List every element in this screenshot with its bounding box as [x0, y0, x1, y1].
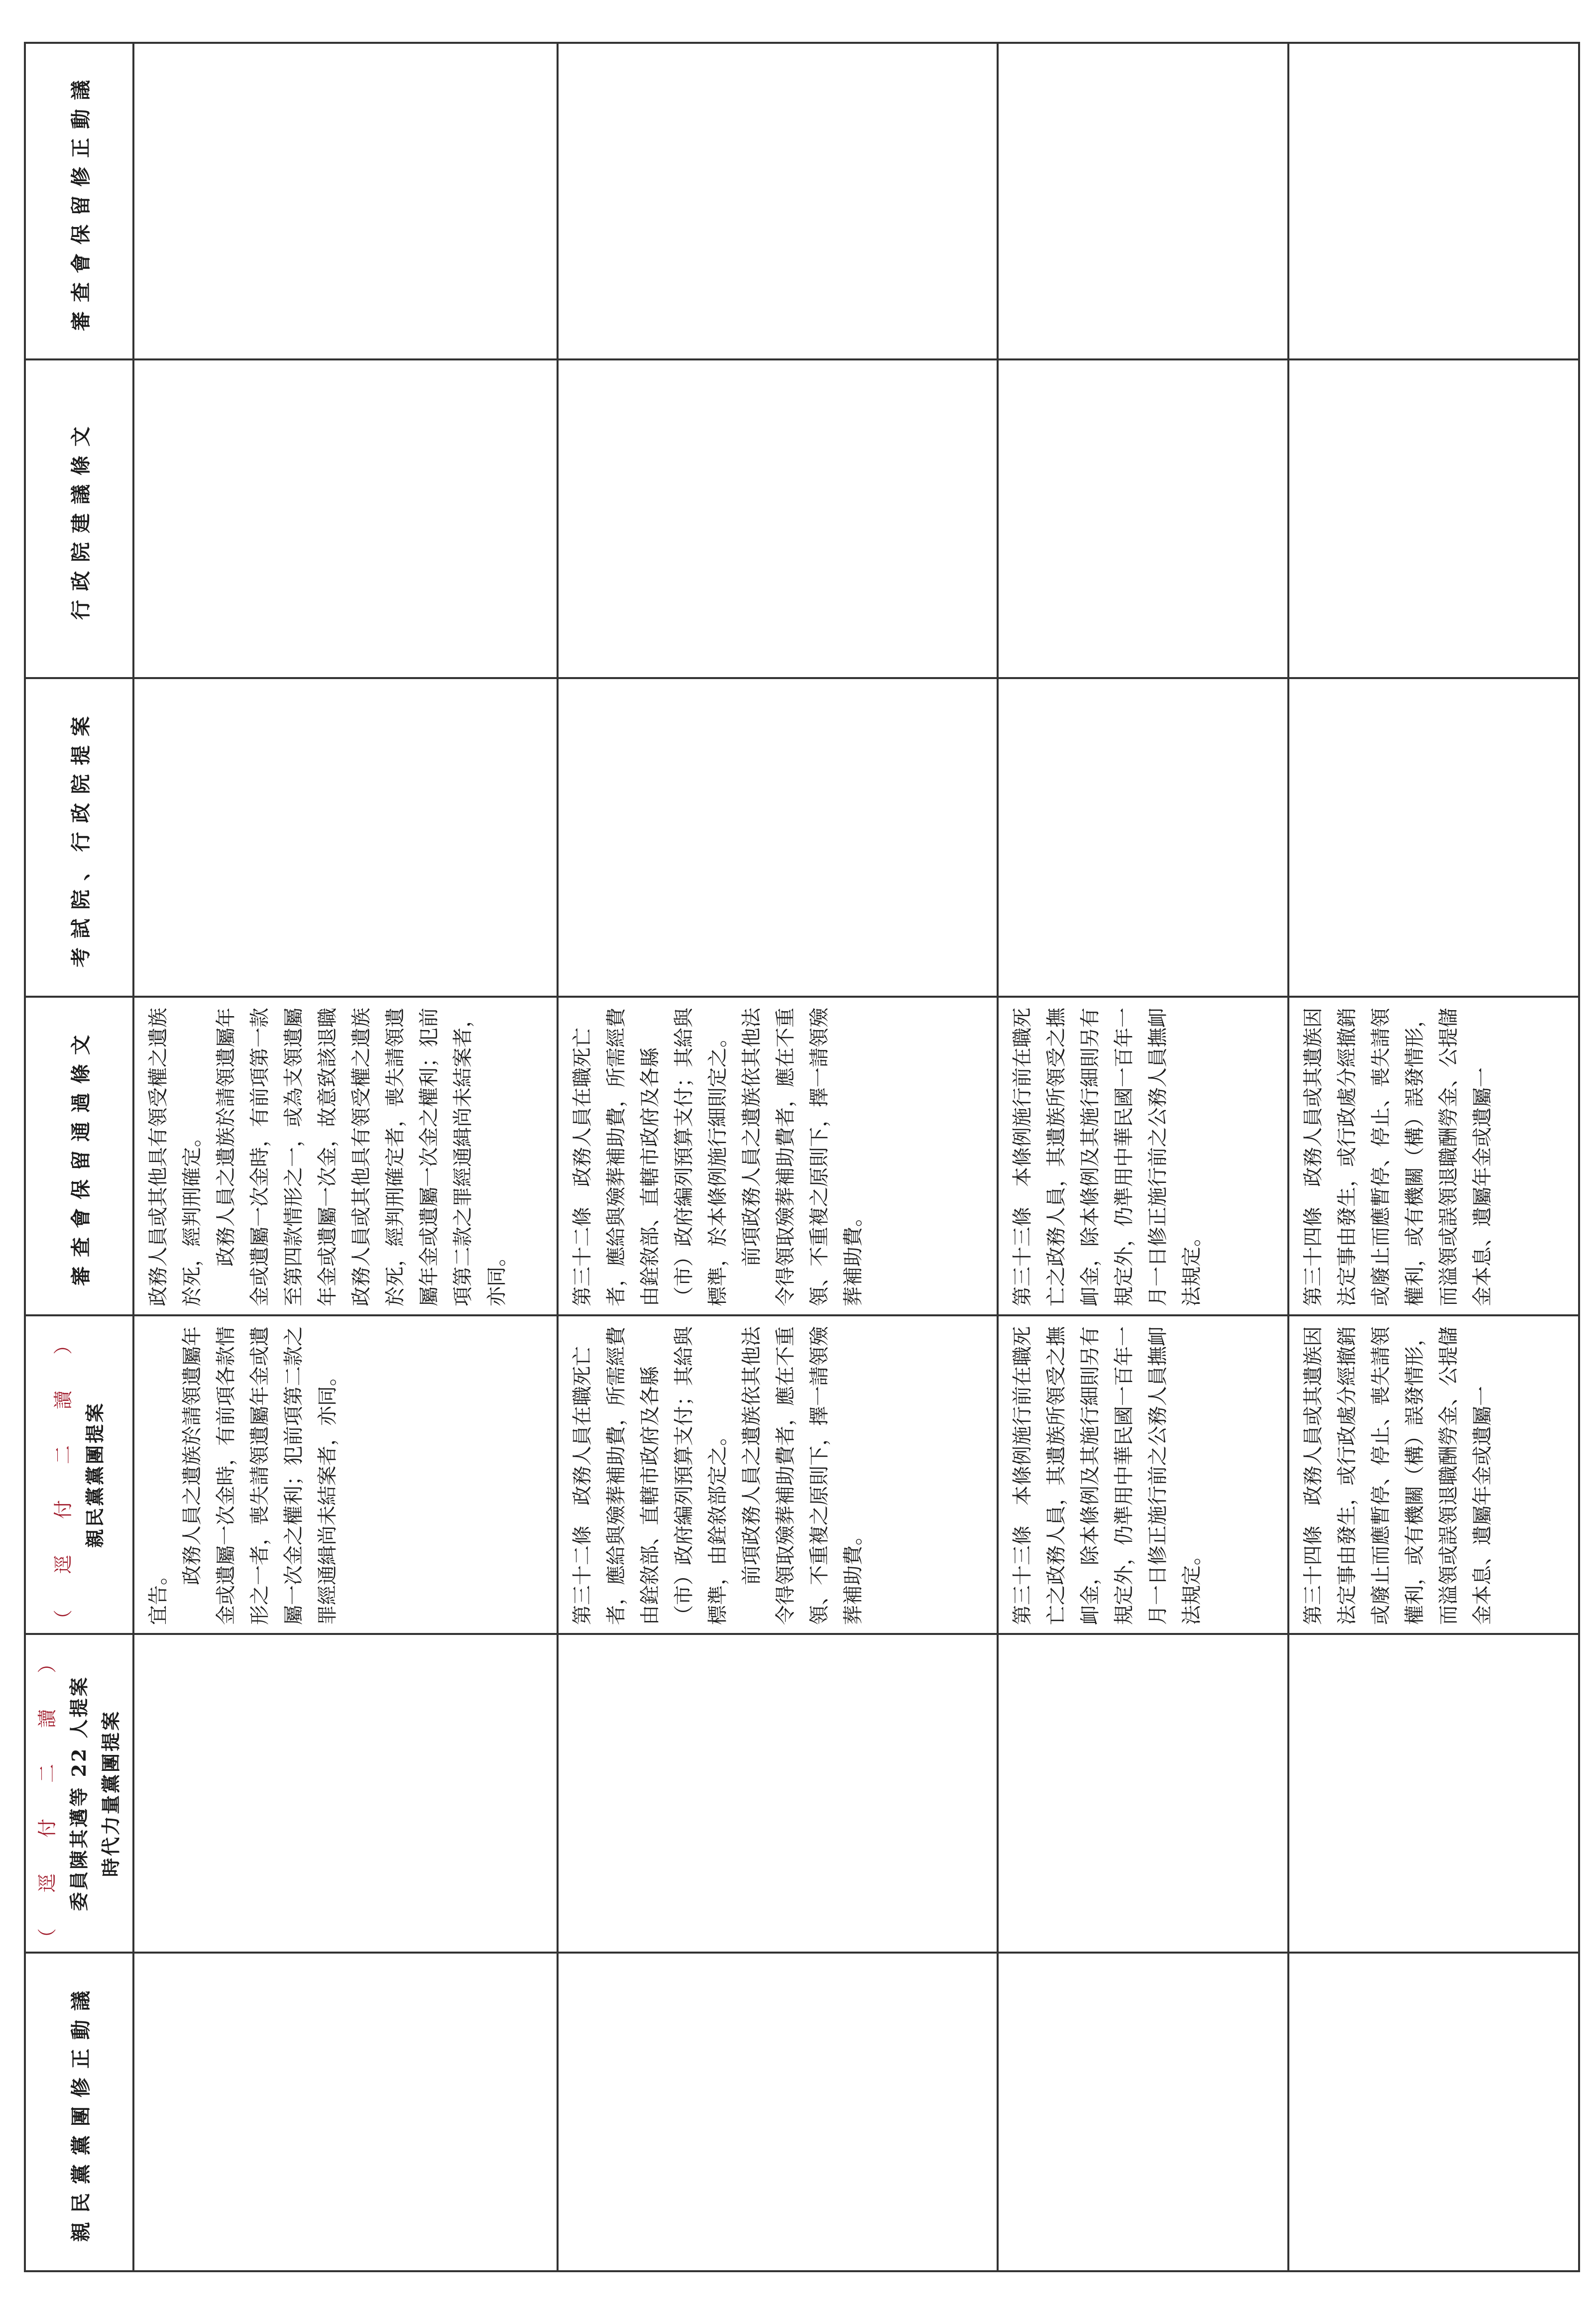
cell-pfp-amendment	[998, 1953, 1288, 2271]
header-dpp-npp-proposal: （ 逕 付 二 讀 ） 委員陳其邁等 22 人提案 時代力量黨團提案	[25, 1634, 133, 1953]
table-row	[558, 43, 998, 2271]
cell-exec-suggestion	[1288, 359, 1579, 678]
header-pfp-amendment: 親民黨黨團修正動議	[25, 1953, 133, 2271]
cell-pfp-amendment	[558, 1953, 998, 2271]
header-row	[25, 43, 133, 2271]
cell-dpp-npp-proposal	[133, 1634, 558, 1953]
cell-pfp-proposal: 宜告。 政務人員之遺族於請領遺屬年金或遺屬一次金時，有前項各款情形之一者，喪失請領遺屬年金或遺屬一次金之權利；犯前項第二款之罪經通緝尚未結案者，亦同。	[133, 1315, 558, 1634]
cell-review-reserved: 第三十二條 政務人員在職死亡者，應給與殮葬補助費，所需經費由銓敘部、直轄市政府及各縣（市）政府編列預算支付；其給與標準，於本條例施行細則定之。 前項政務人員之遺族依其他法令得領取殮葬補助費者，應在不重領、不重複之原則下，擇一請領殮葬補助費。	[558, 997, 998, 1315]
cell-review-amendment	[1288, 43, 1579, 359]
header-paren: （ 逕 付 二 讀 ）	[36, 1639, 58, 1948]
cell-review-amendment	[558, 43, 998, 359]
cell-exam-exec-proposal	[133, 678, 558, 997]
cell-exec-suggestion	[133, 359, 558, 678]
cell-review-amendment	[998, 43, 1288, 359]
cell-pfp-amendment	[1288, 1953, 1579, 2271]
cell-exam-exec-proposal	[1288, 678, 1579, 997]
cell-dpp-npp-proposal	[998, 1634, 1288, 1953]
cell-pfp-amendment	[133, 1953, 558, 2271]
cell-exec-suggestion	[998, 359, 1288, 678]
header-exec-suggestion: 行政院建議條文	[25, 359, 133, 678]
header-paren: （ 逕 付 二 讀 ）	[52, 1320, 74, 1629]
cell-dpp-npp-proposal	[558, 1634, 998, 1953]
cell-review-reserved: 第三十三條 本條例施行前在職死亡之政務人員，其遺族所領受之撫卹金，除本條例及其施行細則另有規定外，仍準用中華民國一百年一月一日修正施行前之公務人員撫卹法規定。	[998, 997, 1288, 1315]
cell-exam-exec-proposal	[558, 678, 998, 997]
header-review-amendment: 審查會保留修正動議	[25, 43, 133, 359]
table-row	[133, 43, 558, 2271]
header-review-reserved: 審查會保留通過條文	[25, 997, 133, 1315]
cell-review-reserved: 第三十四條 政務人員或其遺族因法定事由發生，或行政處分經撤銷或廢止而應暫停、停止、喪失請領權利，或有機關（構）誤發情形，而溢領或誤領退職酬勞金、公提儲金本息、遺屬年金或遺屬一	[1288, 997, 1579, 1315]
cell-review-amendment	[133, 43, 558, 359]
comparison-table	[24, 42, 1580, 2272]
cell-review-reserved: 政務人員或其他具有領受權之遺族於死，經判刑確定。 政務人員之遺族於請領遺屬年金或遺屬一次金時，有前項第一款至第四款情形之一，或為支領遺屬年金或遺屬一次金，故意致該退職政務人員或其他具有領受權之遺族於死，經判刑確定者，喪失請領遺屬年金或遺屬一次金之權利；犯前項第二款之罪經通緝尚未結案者，亦同。	[133, 997, 558, 1315]
table-row	[1288, 43, 1579, 2271]
header-pfp-proposal: （ 逕 付 二 讀 ） 親民黨黨團提案	[25, 1315, 133, 1634]
cell-pfp-proposal: 第三十二條 政務人員在職死亡者，應給與殮葬補助費，所需經費由銓敘部、直轄市政府及各縣（市）政府編列預算支付；其給與標準，由銓敘部定之。 前項政務人員之遺族依其他法令得領取殮葬補助費者，應在不重領、不重複之原則下，擇一請領殮葬補助費。	[558, 1315, 998, 1634]
cell-exam-exec-proposal	[998, 678, 1288, 997]
table-row	[998, 43, 1288, 2271]
cell-exec-suggestion	[558, 359, 998, 678]
cell-dpp-npp-proposal	[1288, 1634, 1579, 1953]
cell-pfp-proposal: 第三十四條 政務人員或其遺族因法定事由發生，或行政處分經撤銷或廢止而應暫停、停止、喪失請領權利，或有機關（構）誤發情形，而溢領或誤領退職酬勞金、公提儲金本息、遺屬年金或遺屬一	[1288, 1315, 1579, 1634]
header-exam-exec-proposal: 考試院、行政院提案	[25, 678, 133, 997]
cell-pfp-proposal: 第三十三條 本條例施行前在職死亡之政務人員，其遺族所領受之撫卹金，除本條例及其施行細則另有規定外，仍準用中華民國一百年一月一日修正施行前之公務人員撫卹法規定。	[998, 1315, 1288, 1634]
